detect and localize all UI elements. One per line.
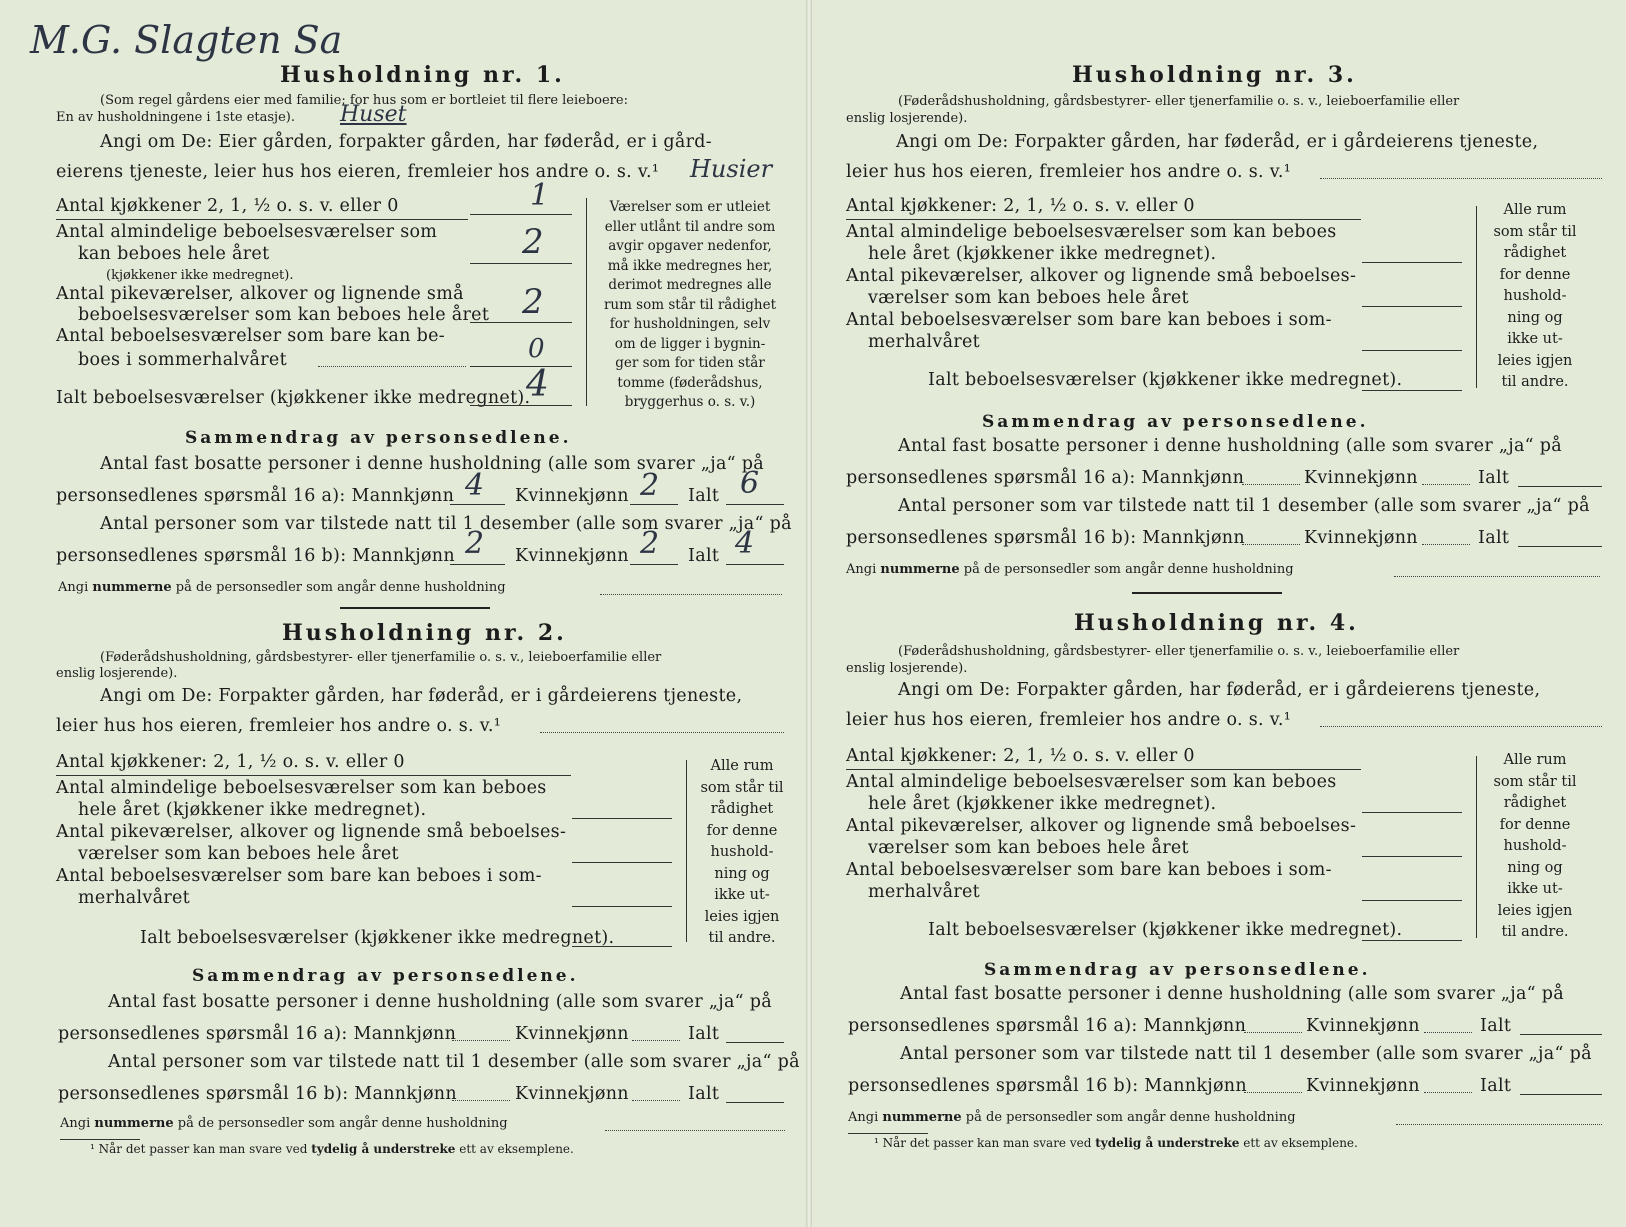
h1-tilst-2: personsedlenes spørsmål 16 b): Mannkjønn xyxy=(56,546,455,566)
h3-tilst-female-label: Kvinnekjønn xyxy=(1304,528,1418,548)
h3-tilst-total-label: Ialt xyxy=(1478,528,1510,548)
h3-angi-2: leier hus hos eieren, fremleier hos andre o. s. v.¹ xyxy=(846,162,1292,182)
h4-side-note: Alle rum som står til rådighet for denne hushold- ning og ikke ut- leies igjen til andre. xyxy=(1493,752,1577,940)
h3-row-pike-1: Antal pikeværelser, alkover og lignende små beboelses- xyxy=(846,266,1357,286)
h4-tilst-female-label: Kvinnekjønn xyxy=(1306,1076,1420,1096)
h4-tilst-1: Antal personer som var tilstede natt til 1 desember (alle som svarer „ja“ på xyxy=(900,1044,1592,1064)
h2-row-alm-1: Antal almindelige beboelsesværelser som kan beboes xyxy=(56,778,547,798)
h3-row-kitchens: Antal kjøkkener: 2, 1, ½ o. s. v. eller 0 xyxy=(846,196,1195,216)
h1-fast-total[interactable]: 6 xyxy=(740,466,760,501)
h3-fast-1: Antal fast bosatte personer i denne husholdning (alle som svarer „ja“ på xyxy=(898,436,1563,456)
h1-fast-female[interactable]: 2 xyxy=(640,468,660,503)
h3-row-pike-2: værelser som kan beboes hele året xyxy=(868,288,1189,308)
h3-fast-total-label: Ialt xyxy=(1478,468,1510,488)
h1-row-sommer-2: boes i sommerhalvåret xyxy=(78,350,287,370)
h2-row-ialt: Ialt beboelsesværelser (kjøkkener ikke medregnet). xyxy=(140,928,615,948)
h3-side-note: Alle rum som står til rådighet for denne hushold- ning og ikke ut- leies igjen til andre. xyxy=(1493,202,1577,390)
h2-summary-title: Sammendrag av personsedlene. xyxy=(192,966,579,986)
h1-row-sommer-1: Antal beboelsesværelser som bare kan be- xyxy=(56,326,445,346)
h2-row-sommer-2: merhalvåret xyxy=(78,888,190,908)
h1-row-kitchens: Antal kjøkkener 2, 1, ½ o. s. v. eller 0 xyxy=(56,196,399,216)
h3-fast-female-label: Kvinnekjønn xyxy=(1304,468,1418,488)
h3-tilst-2: personsedlenes spørsmål 16 b): Mannkjønn xyxy=(846,528,1245,548)
right-page xyxy=(812,0,1626,1227)
h3-intro-1: (Føderådshusholdning, gårdsbestyrer- eller tjenerfamilie o. s. v., leieboerfamilie eller xyxy=(898,94,1460,109)
h1-tilst-1: Antal personer som var tilstede natt til 1 desember (alle som svarer „ja“ på xyxy=(100,514,792,534)
h1-fast-female-label: Kvinnekjønn xyxy=(515,486,629,506)
h1-angi-handwritten: Husier xyxy=(690,155,773,183)
h4-tilst-total-label: Ialt xyxy=(1480,1076,1512,1096)
h4-row-kitchens: Antal kjøkkener: 2, 1, ½ o. s. v. eller 0 xyxy=(846,746,1195,766)
h1-row-alm-2: kan beboes hele året xyxy=(78,244,270,264)
h3-intro-2: enslig losjerende). xyxy=(846,111,968,126)
h3-row-ialt: Ialt beboelsesværelser (kjøkkener ikke medregnet). xyxy=(928,370,1403,390)
h1-value-kitchens[interactable]: 1 xyxy=(530,178,550,213)
h1-value-pike[interactable]: 2 xyxy=(522,282,544,322)
h1-value-ialt[interactable]: 4 xyxy=(526,364,549,405)
household-3-title: Husholdning nr. 3. xyxy=(1072,62,1357,88)
h1-row-ialt: Ialt beboelsesværelser (kjøkkener ikke medregnet). xyxy=(56,388,531,408)
h1-fast-2: personsedlenes spørsmål 16 a): Mannkjønn xyxy=(56,486,455,506)
h1-row-pike-2: beboelsesværelser som kan beboes hele året xyxy=(78,305,490,325)
h1-tilst-total[interactable]: 4 xyxy=(735,526,755,561)
h2-tilst-1: Antal personer som var tilstede natt til 1 desember (alle som svarer „ja“ på xyxy=(108,1052,800,1072)
h1-row-alm-3: (kjøkkener ikke medregnet). xyxy=(106,268,294,283)
h2-row-kitchens: Antal kjøkkener: 2, 1, ½ o. s. v. eller 0 xyxy=(56,752,405,772)
h2-row-alm-2: hele året (kjøkkener ikke medregnet). xyxy=(78,800,427,820)
h3-summary-title: Sammendrag av personsedlene. xyxy=(982,412,1369,432)
h1-intro-2: En av husholdningene i 1ste etasje). xyxy=(56,110,295,125)
h2-angi-2: leier hus hos eieren, fremleier hos andre o. s. v.¹ xyxy=(56,716,502,736)
h1-angi-2: eierens tjeneste, leier hus hos eieren, fremleier hos andre o. s. v.¹ xyxy=(56,162,660,182)
h1-row-alm-1: Antal almindelige beboelsesværelser som xyxy=(56,222,438,242)
h2-tilst-total-label: Ialt xyxy=(688,1084,720,1104)
h4-row-sommer-2: merhalvåret xyxy=(868,882,980,902)
h2-row-sommer-1: Antal beboelsesværelser som bare kan beboes i som- xyxy=(56,866,542,886)
h4-fast-2: personsedlenes spørsmål 16 a): Mannkjønn xyxy=(848,1016,1247,1036)
handwritten-header: M.G. Slagten Sa xyxy=(30,18,343,62)
h2-fast-total-label: Ialt xyxy=(688,1024,720,1044)
h1-summary-title: Sammendrag av personsedlene. xyxy=(185,428,572,448)
h3-row-sommer-1: Antal beboelsesværelser som bare kan beboes i som- xyxy=(846,310,1332,330)
h1-side-note: Værelser som er utleiet eller utlånt til andre som avgir opgaver nedenfor, må ikke medregnes her, derimot medregnes alle rum som står til rådighet for husholdningen, selv om de ligger i bygnin- ger som for tiden står tomme (føderådshus, bryggerhus o. s. v.) xyxy=(603,199,777,410)
h2-footnote: ¹ Når det passer kan man svare ved tydelig å understreke ett av eksemplene. xyxy=(90,1142,574,1156)
h3-row-alm-1: Antal almindelige beboelsesværelser som kan beboes xyxy=(846,222,1337,242)
h1-intro-1: (Som regel gårdens eier med familie; for hus som er bortleiet til flere leieboere: xyxy=(100,93,628,108)
h3-tilst-1: Antal personer som var tilstede natt til 1 desember (alle som svarer „ja“ på xyxy=(898,496,1590,516)
h1-value-sommer[interactable]: 0 xyxy=(528,334,545,364)
h1-value-alm[interactable]: 2 xyxy=(522,222,544,262)
h2-row-pike-2: værelser som kan beboes hele året xyxy=(78,844,399,864)
h2-tilst-female-label: Kvinnekjønn xyxy=(515,1084,629,1104)
h3-angi-1: Angi om De: Forpakter gården, har føderåd, er i gårdeierens tjeneste, xyxy=(896,132,1539,152)
h1-fast-male[interactable]: 4 xyxy=(465,468,485,503)
h2-side-note: Alle rum som står til rådighet for denne hushold- ning og ikke ut- leies igjen til andre. xyxy=(700,758,784,946)
h4-row-pike-1: Antal pikeværelser, alkover og lignende små beboelses- xyxy=(846,816,1357,836)
h2-fast-1: Antal fast bosatte personer i denne husholdning (alle som svarer „ja“ på xyxy=(108,992,773,1012)
h2-intro-1: (Føderådshusholdning, gårdsbestyrer- eller tjenerfamilie o. s. v., leieboerfamilie eller xyxy=(100,650,662,665)
h4-row-alm-1: Antal almindelige beboelsesværelser som kan beboes xyxy=(846,772,1337,792)
h2-intro-2: enslig losjerende). xyxy=(56,666,178,681)
h4-tilst-2: personsedlenes spørsmål 16 b): Mannkjønn xyxy=(848,1076,1247,1096)
h1-tilst-female-label: Kvinnekjønn xyxy=(515,546,629,566)
h1-angi-1: Angi om De: Eier gården, forpakter gården, har føderåd, er i gård- xyxy=(100,132,713,152)
h4-row-sommer-1: Antal beboelsesværelser som bare kan beboes i som- xyxy=(846,860,1332,880)
h1-fast-total-label: Ialt xyxy=(688,486,720,506)
h1-nummer: Angi nummerne på de personsedler som angår denne husholdning xyxy=(58,580,506,595)
h4-intro-1: (Føderådshusholdning, gårdsbestyrer- eller tjenerfamilie o. s. v., leieboerfamilie eller xyxy=(898,644,1460,659)
h4-fast-total-label: Ialt xyxy=(1480,1016,1512,1036)
h4-angi-2: leier hus hos eieren, fremleier hos andre o. s. v.¹ xyxy=(846,710,1292,730)
h4-angi-1: Angi om De: Forpakter gården, har føderåd, er i gårdeierens tjeneste, xyxy=(898,680,1541,700)
h1-tilst-female[interactable]: 2 xyxy=(640,526,660,561)
h3-row-sommer-2: merhalvåret xyxy=(868,332,980,352)
h1-fast-1: Antal fast bosatte personer i denne husholdning (alle som svarer „ja“ på xyxy=(100,454,765,474)
h2-row-pike-1: Antal pikeværelser, alkover og lignende små beboelses- xyxy=(56,822,567,842)
left-page xyxy=(0,0,806,1227)
h4-footnote: ¹ Når det passer kan man svare ved tydelig å understreke ett av eksemplene. xyxy=(874,1136,1358,1150)
h2-angi-1: Angi om De: Forpakter gården, har føderåd, er i gårdeierens tjeneste, xyxy=(100,686,743,706)
h1-tilst-male[interactable]: 2 xyxy=(465,526,485,561)
household-2-title: Husholdning nr. 2. xyxy=(282,620,567,646)
h2-fast-female-label: Kvinnekjønn xyxy=(515,1024,629,1044)
h2-tilst-2: personsedlenes spørsmål 16 b): Mannkjønn xyxy=(58,1084,457,1104)
h4-row-ialt: Ialt beboelsesværelser (kjøkkener ikke medregnet). xyxy=(928,920,1403,940)
h1-tilst-total-label: Ialt xyxy=(688,546,720,566)
h1-intro-handwritten: Huset xyxy=(340,102,407,127)
h4-row-alm-2: hele året (kjøkkener ikke medregnet). xyxy=(868,794,1217,814)
h3-fast-2: personsedlenes spørsmål 16 a): Mannkjønn xyxy=(846,468,1245,488)
h4-summary-title: Sammendrag av personsedlene. xyxy=(984,960,1371,980)
household-4-title: Husholdning nr. 4. xyxy=(1074,610,1359,636)
h3-row-alm-2: hele året (kjøkkener ikke medregnet). xyxy=(868,244,1217,264)
h1-row-pike-1: Antal pikeværelser, alkover og lignende små xyxy=(56,284,464,304)
h2-nummer: Angi nummerne på de personsedler som angår denne husholdning xyxy=(60,1116,508,1131)
h4-intro-2: enslig losjerende). xyxy=(846,661,968,676)
h2-fast-2: personsedlenes spørsmål 16 a): Mannkjønn xyxy=(58,1024,457,1044)
h4-nummer: Angi nummerne på de personsedler som angår denne husholdning xyxy=(848,1110,1296,1125)
h4-fast-1: Antal fast bosatte personer i denne husholdning (alle som svarer „ja“ på xyxy=(900,984,1565,1004)
h4-row-pike-2: værelser som kan beboes hele året xyxy=(868,838,1189,858)
h3-nummer: Angi nummerne på de personsedler som angår denne husholdning xyxy=(846,562,1294,577)
h4-fast-female-label: Kvinnekjønn xyxy=(1306,1016,1420,1036)
household-1-title: Husholdning nr. 1. xyxy=(280,62,565,88)
